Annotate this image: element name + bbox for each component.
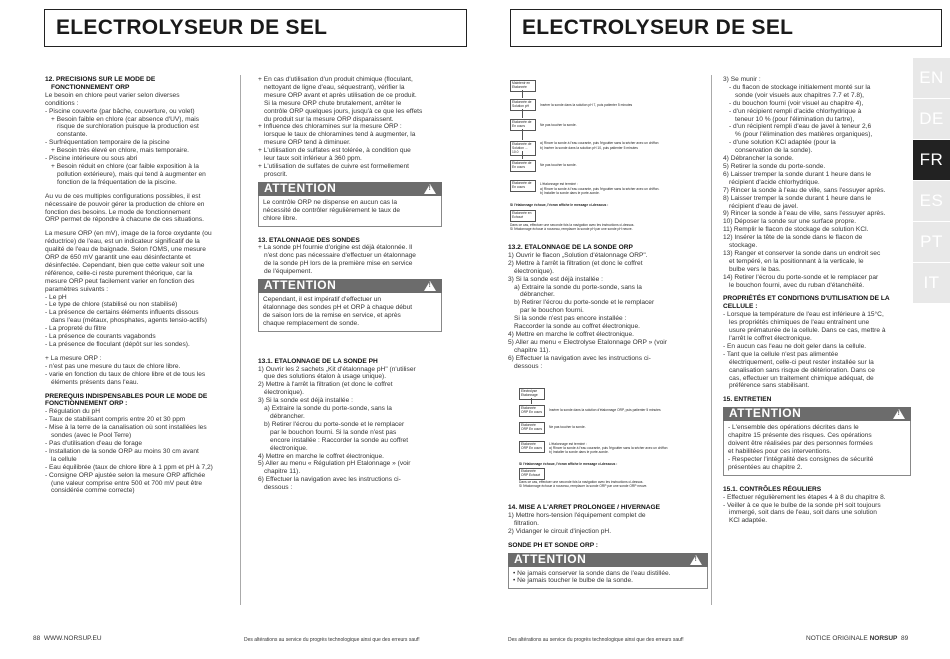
warning-icon (690, 555, 702, 565)
flow-step-text: Ne pas toucher la sonde. (540, 123, 577, 127)
brand-name: NORSUP (869, 635, 898, 642)
left-footer (33, 635, 102, 642)
text-line: considérée comme correcte) (51, 487, 135, 495)
text-line: chapitre 11). (514, 346, 551, 354)
flow-step-text: b) Installer la sonde dans le porte-sonde. (540, 191, 600, 195)
text-line: électriquement, celle-ci peut rester installée sur la (729, 358, 874, 366)
attention-line: étalonnage des sondes pH et ORP à chaque début (263, 303, 413, 311)
flow-screen: Maintenir en Etalonnée (510, 80, 536, 92)
attention-line: doivent être réalisées par des personnes formées (728, 440, 873, 448)
text-line: récipient d'eau de javel. (729, 202, 799, 210)
text-line: (une valeur comprise entre 500 et 700 mV peut être (51, 479, 203, 487)
right-column-2 (723, 76, 911, 525)
text-line: + En cas d'utilisation d'un produit chimique (floculant, (258, 76, 413, 83)
attention-banner (723, 407, 911, 421)
flow-step-text: b) Installer la sonde dans le porte-sonde. (549, 450, 609, 454)
flow-screen: Etalonnée ORP Echoué (519, 468, 545, 480)
text-line: + La sonde pH fournie d'origine est déjà étalonnée. Il (258, 244, 413, 252)
flow-screen: Etalonnée de Solution pH (510, 99, 536, 111)
text-line: lorsque le taux de chloramines tend à augmenter, la (264, 131, 416, 139)
text-line: - du bouchon fourni (voir visuel au chapitre 4), (729, 99, 864, 107)
text-line: l'arrêt le coffret électronique. (729, 335, 812, 342)
section-heading: SONDE PH ET SONDE ORP : (508, 541, 599, 549)
attention-label: ATTENTION (264, 278, 337, 293)
text-line: par le bouchon fourni. Si la sonde n'est pas (270, 428, 397, 436)
flow-step-text: b) Insérer la sonde dans la solution pH 10, puis patienter 5 minutes (540, 146, 638, 150)
text-line: de l'équipement. (264, 268, 313, 276)
language-tabs (913, 58, 950, 304)
flow-step-text: a) Rincer la sonde à l'eau courante, puis l'égoutter sans la sécher avec un chiffon (540, 141, 659, 145)
left-page-title: ELECTROLYSEUR DE SEL (56, 16, 328, 39)
text-line: teneur 10 % (pour l'élimination du tartre), (735, 115, 855, 123)
text-line: 7) Rincer la sonde à l'eau de ville, sans l'essuyer après. (723, 186, 886, 194)
text-line: débrancher. (270, 413, 305, 420)
flow-screen: Electrolyse Etalonnage (519, 388, 545, 400)
tab-fr[interactable]: FR (913, 140, 950, 180)
warning-icon (424, 281, 436, 291)
text-line: 1) Ouvrir les 2 sachets „Kit d'étalonnage pH" (n'utiliser (258, 365, 416, 373)
page-number: 89 (901, 635, 909, 642)
section-heading: PREREQUIS INDISPENSABLES POUR LE MODE DE (45, 392, 208, 400)
text-line: fonction des besoins. Le mode de fonctionnement (45, 208, 191, 216)
attention-line: chaque remplacement de sonde. (263, 319, 360, 327)
text-line: + Influence des chloramines sur la mesure ORP : (258, 123, 402, 131)
text-line: - Installation de la sonde ORP au moins 30 cm avant (45, 447, 199, 455)
attention-line: Cependant, il est impératif d'effectuer un (263, 296, 382, 304)
text-line: 10) Déposer la sonde sur une surface propre. (723, 218, 857, 226)
tab-pt[interactable]: PT (913, 222, 950, 262)
text-line: - Le type de chlore (stabilisé ou non stabilisé) (45, 301, 178, 309)
text-line: ORP de 650 mV garantit une eau désinfectante et (45, 254, 191, 262)
text-line: fonction de la fréquentation de la piscine. (57, 178, 177, 186)
flow-step-text: Ne pas toucher la sonde. (540, 163, 577, 167)
attention-label: ATTENTION (264, 180, 337, 195)
text-line: paramètres suivants : (45, 285, 109, 293)
text-line: dessous : (514, 362, 543, 370)
tab-it[interactable]: IT (913, 263, 950, 303)
text-line: 5) Aller au menu « Electrolyse Etalonnage ORP » (voir (508, 338, 667, 346)
text-line: le bouchon fourni, avec du ruban d'étanchéité. (729, 281, 865, 289)
attention-line: • Ne jamais conserver la sonde dans de l'eau distillée. (513, 569, 671, 577)
text-line: - Consigne ORP ajustée selon la mesure ORP affichée (45, 471, 206, 479)
text-line: - La présence de floculant (dépôt sur les sondes). (45, 341, 190, 348)
text-line: sondes (avec le Pool Terre) (51, 432, 132, 440)
right-title-box (510, 9, 942, 47)
text-line: + Besoin réduit en chlore (car faible exposition à la (51, 162, 199, 170)
text-line: constante. (57, 131, 88, 139)
text-line: - d'un récipient rempli d'acide chlorhydrique à (729, 107, 862, 115)
text-line: risque de surchloration puisque la production est (57, 123, 199, 131)
text-line: pollution extérieure), mais qui tend à augmenter en (57, 170, 206, 178)
attention-text (508, 567, 708, 590)
section-heading: 15.1. CONTRÔLES RÉGULIERS (723, 485, 822, 493)
text-line: - En aucun cas l'eau ne doit geler dans la cellule. (723, 342, 867, 350)
attention-line: présentées au chapitre 2. (728, 463, 803, 471)
text-line: - Effectuer régulièrement les étapes 4 à 8 du chapitre 8. (723, 493, 886, 501)
flow-screen: Etalonnée ORP En cours (519, 422, 545, 434)
flow-screen: Etalonnée de En cours (510, 119, 536, 131)
text-line: stockage. (729, 242, 758, 250)
text-line: 1) Ouvrir le flacon „Solution d'étalonnage ORP". (508, 251, 648, 259)
text-line: leur taux soit inférieur à 360 ppm. (264, 155, 362, 163)
flow-line (522, 90, 523, 98)
left-title-box (44, 9, 467, 47)
warning-icon (424, 184, 436, 194)
right-footer (806, 635, 908, 642)
flow-screen: Etalonnée ORP En cours (519, 405, 545, 417)
section-heading: 13.1. ETALONNAGE DE LA SONDE PH (258, 357, 378, 365)
section-heading: 13. ETALONNAGE DES SONDES (258, 236, 360, 244)
section-heading: 12. PRECISIONS SUR LE MODE DE (45, 76, 156, 83)
text-line: a) Extraire la sonde du porte-sonde, sans la (264, 405, 392, 413)
text-line: + L'utilisation de sulfates de cuivre est formellement (258, 162, 409, 170)
section-heading: PROPRIÉTÉS ET CONDITIONS D'UTILISATION DE LA (723, 295, 890, 303)
right-column-1 (508, 244, 708, 371)
attention-line: et habilitées pour ces interventions. (728, 447, 832, 455)
text-line: - Eau équilibrée (taux de chlore libre à 1 ppm et pH à 7,2) (45, 463, 213, 471)
text-line: - n'est pas une mesure du taux de chlore libre. (45, 362, 181, 370)
text-line: 3) Si la sonde est déjà installée : (508, 275, 603, 283)
text-line: - Le pH (45, 293, 67, 301)
section-heading: 13.2. ETALONNAGE DE LA SONDE ORP (508, 244, 633, 251)
flow-step-text: Si l'étalonnage échoue, l'écran affiche le message ci-dessous : (519, 462, 618, 466)
text-line: électronique). (514, 267, 554, 275)
text-line: - Piscine intérieure ou sous abri (45, 155, 138, 163)
flow-step-text: L'étalonnage est terminé : (549, 442, 587, 446)
attention-line: chapitre 15 présente des risques. Ces opérations (728, 432, 872, 440)
attention-line: chlore libre. (263, 214, 298, 222)
text-line: a) Extraire la sonde du porte-sonde, sans la (514, 283, 642, 291)
text-line: qualité de l'eau de baignade. Selon l'OMS, une mesure (45, 246, 206, 254)
attention-line: de saison lors de la remise en service, et après (263, 311, 401, 319)
text-line: 11) Remplir le flacon de stockage de solution KCl. (723, 226, 869, 234)
attention-banner (258, 182, 442, 196)
text-line: 4) Mettre en marche le coffret électronique. (258, 452, 384, 460)
section-heading: 15. ENTRETIEN (723, 396, 772, 404)
section-heading: CELLULE : (723, 303, 758, 311)
flow-step-text: a) Rincer la sonde à l'eau courante, puis l'égoutter sans la sécher avec un chiffon. (540, 187, 660, 191)
tab-en[interactable]: EN (913, 58, 950, 98)
column-divider (711, 75, 712, 605)
footer-note: Des altérations au service du progrès technologique ainsi que des erreurs sauf! (508, 637, 684, 643)
text-line: 5) Retirer la sonde du porte-sonde. (723, 162, 826, 170)
flow-line (522, 129, 523, 140)
text-line: 3) Se munir : (723, 76, 761, 83)
tab-es[interactable]: ES (913, 181, 950, 221)
text-line: + L'utilisation de sulfates est tolérée, à condition que (258, 147, 411, 155)
text-line: 5) Aller au menu « Régulation pH Etalonnage » (voir (258, 460, 411, 468)
text-line: 3) Si la sonde est déjà installée : (258, 397, 353, 405)
attention-line: - Respecter l'intégralité des consignes de sécurité (728, 455, 874, 463)
text-line: - du flacon de stockage initialement monté sur la (729, 83, 871, 91)
text-line: 1) Mettre hors-tension l'équipement complet de (508, 511, 646, 519)
text-line: bulbe vers le bas. (729, 265, 781, 273)
flow-note: Dans ce cas, effectuer une seconde fois la navigation avec les instructions ci-dessus. (519, 480, 644, 484)
text-line: usure prématurée de la cellule. Dans ce cas, mettre à (729, 327, 886, 335)
text-line: désinfectée. Cependant, bien que cette valeur soit une (45, 261, 205, 269)
text-line: par le bouchon fourni. (520, 307, 584, 315)
text-line: + La mesure ORP : (45, 354, 102, 362)
text-line: éléments présents dans l'eau. (51, 378, 139, 386)
text-line: cas, effectuer un traitement chimique adéquat, de (729, 374, 874, 382)
text-line: La mesure ORP (en mV), image de la force oxydante (ou (45, 230, 212, 238)
text-line: proscrit. (264, 170, 288, 178)
text-line: - varie en fonction du taux de chlore libre et de tous les (45, 370, 206, 378)
text-line: KCl adaptée. (729, 517, 768, 525)
flow-note: Si l'étalonnage échoue à nouveau, remplacer la sonde ORP par une sonde ORP neuve. (519, 484, 648, 488)
attention-line: nécessité de contrôler régulièrement le taux de (263, 206, 401, 214)
text-line: b) Retirer l'écrou du porte-sonde et le remplacer (514, 299, 655, 307)
text-line: 6) Effectuer la navigation avec les instructions ci- (258, 476, 401, 484)
text-line: 8) Laisser tremper la sonde durant 1 heure dans le (723, 194, 872, 202)
text-line: 4) Mettre en marche le coffret électronique. (508, 330, 634, 338)
attention-line: • Ne jamais toucher le bulbe de la sonde. (513, 577, 633, 585)
text-line: dans l'eau (métaux, phosphates, agents tensio-actifs) (51, 317, 207, 325)
text-line: - Surfréquentation temporaire de la piscine (45, 139, 170, 147)
right-page-title: ELECTROLYSEUR DE SEL (522, 16, 794, 39)
text-line: chapitre 11). (264, 468, 301, 476)
text-line: 4) Débrancher la sonde. (723, 155, 794, 163)
flow-step-text: Ne pas toucher la sonde. (549, 425, 586, 429)
text-line: - d'un récipient rempli d'eau de javel à teneur 2,6 (729, 123, 872, 131)
text-line: - Lorsque la température de l'eau est inférieure à 15°C, (723, 311, 884, 319)
text-line: ORP permet de répondre à chacune de ces situations. (45, 216, 204, 224)
right-column-1-bottom (508, 504, 708, 593)
footer-note: Des altérations au service du progrès technologique ainsi que des erreurs sauf! (244, 637, 420, 643)
attention-label: ATTENTION (729, 406, 802, 421)
flow-step-text: Insérer la sonde dans la solution d'étalonnage ORP, puis patienter 5 minutes (549, 408, 661, 412)
attention-banner (258, 279, 442, 293)
orp-calibration-flow (517, 388, 712, 493)
text-line: conditions : (45, 99, 79, 107)
text-line: % (pour l'élimination des matières organiques), (735, 131, 873, 139)
section-heading: FONCTIONNEMENT ORP : (45, 400, 128, 408)
text-line: nettoyant de ligne d'eau, séquestrant), vérifier la (264, 83, 405, 91)
text-line: - Régulation du pH (45, 408, 100, 416)
text-line: conservation de la sonde). (735, 147, 813, 155)
tab-de[interactable]: DE (913, 99, 950, 139)
flow-screen: Etalonnée de En cours (510, 160, 536, 172)
ph-calibration-flow (508, 80, 703, 230)
text-line: électronique). (264, 389, 304, 397)
text-line: réductrice) de l'eau, est un indicateur significatif de la (45, 238, 200, 246)
attention-text (258, 293, 442, 332)
flow-screen: Etalonnée en Echoué (510, 210, 536, 222)
left-column-2 (258, 76, 442, 492)
text-line: + Besoin très élevé en chlore, mais temporaire. (51, 147, 189, 155)
text-line: 2) Mettre à l'arrêt la filtration (et donc le coffret (508, 259, 643, 267)
text-line: Raccorder la sonde au coffret électronique. (514, 323, 640, 331)
flow-step-text: Insérer la sonde dans la solution pH 7, puis patienter 5 minutes (540, 103, 633, 107)
text-line: Si la mesure ORP chute brutalement, arrêter le (264, 99, 402, 107)
text-line: récipient d'acide chlorhydrique. (729, 178, 820, 186)
text-line: - Piscine couverte (par bâche, couverture, ou volet) (45, 107, 195, 115)
flow-screen: Etalonnée de Solution ... 10.0 (510, 141, 536, 156)
flow-step-text: a) Rincer la sonde à l'eau courante, puis l'égoutter sans la sécher avec un chiffon (549, 446, 668, 450)
text-line: que des solutions étalon à usage unique). (264, 373, 387, 381)
page-number: 88 (33, 635, 41, 642)
flow-note: Si l'étalonnage échoue à nouveau, remplacer la sonde pH par une sonde pH neuve. (510, 227, 633, 231)
text-line: 6) Effectuer la navigation avec les instructions ci- (508, 354, 651, 362)
text-line: 2) Vidanger le circuit d'injection pH. (508, 527, 612, 535)
section-heading: 14. MISE A L'ARRET PROLONGEE / HIVERNAGE (508, 504, 661, 511)
text-line: 6) Laisser tremper la sonde durant 1 heure dans le (723, 170, 872, 178)
text-line: - d'une solution KCl adaptée (pour la (729, 139, 836, 147)
footer-notice: NOTICE ORIGINALE (806, 635, 868, 642)
attention-text (258, 196, 442, 227)
right-page (475, 0, 950, 659)
text-line: n'est donc pas nécessaire d'effectuer un étalonnage (264, 252, 416, 260)
text-line: b) Retirer l'écrou du porte-sonde et le remplacer (264, 420, 405, 428)
text-line: débrancher. (520, 291, 555, 299)
text-line: - Mise à la terre de la canalisation où sont installées les (45, 424, 207, 432)
footer-url[interactable]: WWW.NORSUP.EU (43, 635, 102, 642)
flow-screen: Etalonnée ORP En cours (519, 441, 545, 453)
flow-line (522, 109, 523, 118)
flow-line (531, 398, 532, 404)
flow-note: Dans ce cas, effectuer une seconde fois la navigation avec les instructions ci-dessus. (510, 223, 635, 227)
warning-icon (893, 409, 905, 419)
text-line: du produit sur la mesure ORP disparaissent. (264, 115, 394, 123)
text-line: Au vu de ces multiples configurations possibles, il est (45, 192, 201, 200)
text-line: de la sonde pH lors de la première mise en service (264, 260, 413, 268)
text-line: mesure ORP tend à diminuer. (264, 139, 351, 147)
text-line: - Taux de stabilisant compris entre 20 et 30 ppm (45, 416, 186, 424)
flow-step-text: Si l'étalonnage échoue, l'écran affiche le message ci-dessous : (510, 203, 609, 207)
text-line: 9) Rincer la sonde à l'eau de ville, sans l'essuyer après. (723, 210, 886, 218)
flow-screen: Etalonnée de En cours (510, 180, 536, 192)
text-line: 13) Ranger et conserver la sonde dans un endroit sec (723, 249, 881, 257)
text-line: la cellule (51, 455, 77, 463)
text-line: canalisation sans risque de détérioration. Dans ce (729, 366, 875, 374)
text-line: dessous : (264, 484, 293, 492)
column-divider (240, 75, 241, 605)
text-line: 2) Mettre à l'arrêt la filtration (et donc le coffret (258, 381, 393, 389)
text-line: référence, celle-ci reste purement théorique, car la (45, 269, 193, 277)
flow-line (522, 151, 523, 159)
text-line: contrôle ORP quelques jours, jusqu'à ce que les effets (264, 107, 423, 115)
text-line: Le besoin en chlore peut varier selon diverses (45, 91, 180, 99)
left-column-1 (45, 76, 235, 495)
attention-text (723, 421, 911, 475)
text-line: immergé, soit dans de l'eau, soit dans une solution (729, 509, 877, 517)
text-line: préférence sans stabilisant. (729, 382, 810, 390)
text-line: - La présence de courants vagabonds (45, 333, 156, 341)
attention-line: Le contrôle ORP ne dispense en aucun cas la (263, 198, 398, 206)
section-heading: FONCTIONNEMENT ORP (51, 83, 130, 91)
attention-banner (508, 553, 708, 567)
text-line: filtration. (514, 519, 539, 527)
text-line: mesure ORP avant et après utilisation de ce produit. (264, 91, 417, 99)
text-line: + Besoin faible en chlore (car absence d'UV), mais (51, 115, 200, 123)
attention-line: - L'ensemble des opérations décrites dans le (728, 424, 859, 432)
text-line: - Veiller à ce que le bulbe de la sonde pH soit toujours (723, 501, 881, 509)
attention-label: ATTENTION (514, 551, 587, 566)
text-line: sonde (voir visuels aux chapitres 7.7 et 7.8), (735, 91, 865, 99)
text-line: 14) Retirer l'écrou du porte-sonde et le remplacer par (723, 273, 879, 281)
text-line: - Pas d'utilisation d'eau de forage (45, 439, 143, 447)
text-line: mesure ORP peut facilement varier en fonction des (45, 277, 195, 285)
text-line: - Tant que la cellule n'est pas alimentée (723, 350, 839, 358)
text-line: - La propreté du filtre (45, 325, 107, 333)
text-line: électronique. (270, 444, 308, 452)
text-line: encore installée : Raccorder la sonde au coffret (270, 436, 409, 444)
text-line: les propriétés chimiques de l'eau entraînent une (729, 319, 870, 327)
text-line: Si la sonde n'est pas encore installée : (514, 315, 627, 323)
text-line: et tempéré, en la positionnant à la verticale, le (729, 257, 864, 265)
text-line: nécessaire de pouvoir gérer la production de chlore en (45, 200, 205, 208)
flow-step-text: L'étalonnage est terminé : (540, 182, 578, 186)
text-line: 12) Insérer la tête de la sonde dans le flacon de (723, 234, 863, 242)
text-line: - La présence de certains éléments influents dissous (45, 309, 199, 317)
